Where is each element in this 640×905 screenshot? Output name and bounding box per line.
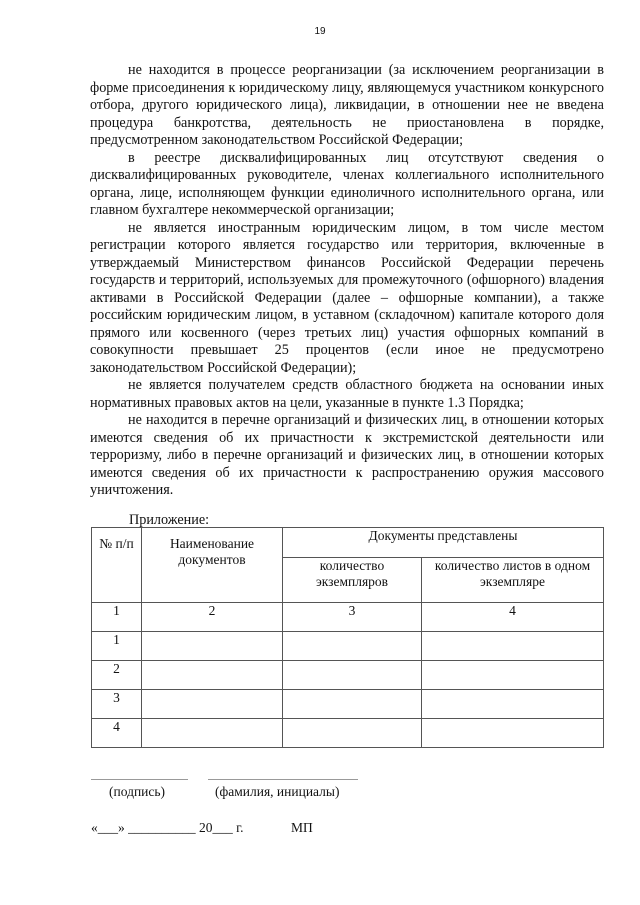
name-line: [208, 779, 358, 780]
document-body: [90, 62, 604, 500]
document-name-cell: [142, 661, 283, 690]
sheets-cell: [422, 632, 604, 661]
column-number-cell: 2: [142, 603, 283, 632]
table-header-row: [92, 528, 604, 558]
column-number-cell: 3: [283, 603, 422, 632]
stamp-place-label: МП: [291, 820, 313, 835]
table-row: [92, 719, 604, 748]
row-number-cell: 1: [92, 632, 142, 661]
sheets-cell: [422, 690, 604, 719]
header-number: № п/п: [92, 528, 142, 603]
table-row: [92, 690, 604, 719]
paragraph-budget-funds: не является получателем средств областного бюджета на основании иных нормативных правовых актов на цели, указанные в пункте 1.3 Порядка;: [90, 377, 604, 411]
page-number: 19: [314, 26, 326, 37]
paragraph-extremism-list: не находится в перечне организаций и физических лиц, в отношении которых имеются сведения об их причастности к экстремистской деятельности или терроризму, либо в перечне организаций и физических лиц, в отношении которых имеются сведения об их причастности к распространению оружия массового уничтожения.: [90, 412, 604, 498]
header-document-name: Наименование документов: [142, 528, 283, 603]
row-number-cell: 2: [92, 661, 142, 690]
column-number-cell: 1: [92, 603, 142, 632]
row-number-cell: 4: [92, 719, 142, 748]
sheets-cell: [422, 719, 604, 748]
document-name-cell: [142, 690, 283, 719]
document-name-cell: [142, 719, 283, 748]
name-caption: (фамилия, инициалы): [215, 784, 340, 799]
document-name-cell: [142, 632, 283, 661]
table-row: [92, 632, 604, 661]
row-number-cell: 3: [92, 690, 142, 719]
paragraph-disqualified-persons: в реестре дисквалифицированных лиц отсутствуют сведения о дисквалифицированных руководителе, членах коллегиального исполнительного органа, лице, исполняющем функции единоличного исполнительного органа, или главном бухгалтере некоммерческой организации;: [90, 149, 604, 218]
sheets-cell: [422, 661, 604, 690]
signature-line: [91, 779, 188, 780]
copies-cell: [283, 632, 422, 661]
paragraph-reorganization: не находится в процессе реорганизации (за исключением реорганизации в форме присоединения к юридическому лицу, являющемуся участником конкурсного отбора, другого юридического лица), ликвидации, в отношении нее не введена процедура банкротства, деятельность не приостановлена в порядке, предусмотренном законодательством Российской Федерации;: [90, 62, 604, 148]
documents-table: [91, 527, 604, 748]
table-row: [92, 661, 604, 690]
header-copies-count: количество экземпляров: [283, 558, 422, 603]
paragraph-foreign-entity: не является иностранным юридическим лицом, в том числе местом регистрации которого является государство или территория, включенные в утверждаемый Министерством финансов Российской Федерации перечень государств и территорий, используемых для промежуточного (офшорного) владения активами в Российской Федерации (далее – офшорные компании), а также российским юридическим лицом, в уставном (складочном) капитале которого доля прямого или косвенного (через третьих лиц) участия офшорных компаний в совокупности превышает 25 процентов (если иное не предусмотрено законодательством Российской Федерации);: [90, 219, 604, 376]
copies-cell: [283, 661, 422, 690]
copies-cell: [283, 719, 422, 748]
header-sheets-count: количество листов в одном экземпляре: [422, 558, 604, 603]
signature-caption: (подпись): [109, 784, 166, 799]
column-numbers-row: [92, 603, 604, 632]
header-documents-submitted: Документы представлены: [283, 528, 604, 558]
date-line: «___» __________ 20___ г.: [91, 820, 244, 835]
column-number-cell: 4: [422, 603, 604, 632]
attachment-label: Приложение:: [129, 512, 210, 528]
copies-cell: [283, 690, 422, 719]
